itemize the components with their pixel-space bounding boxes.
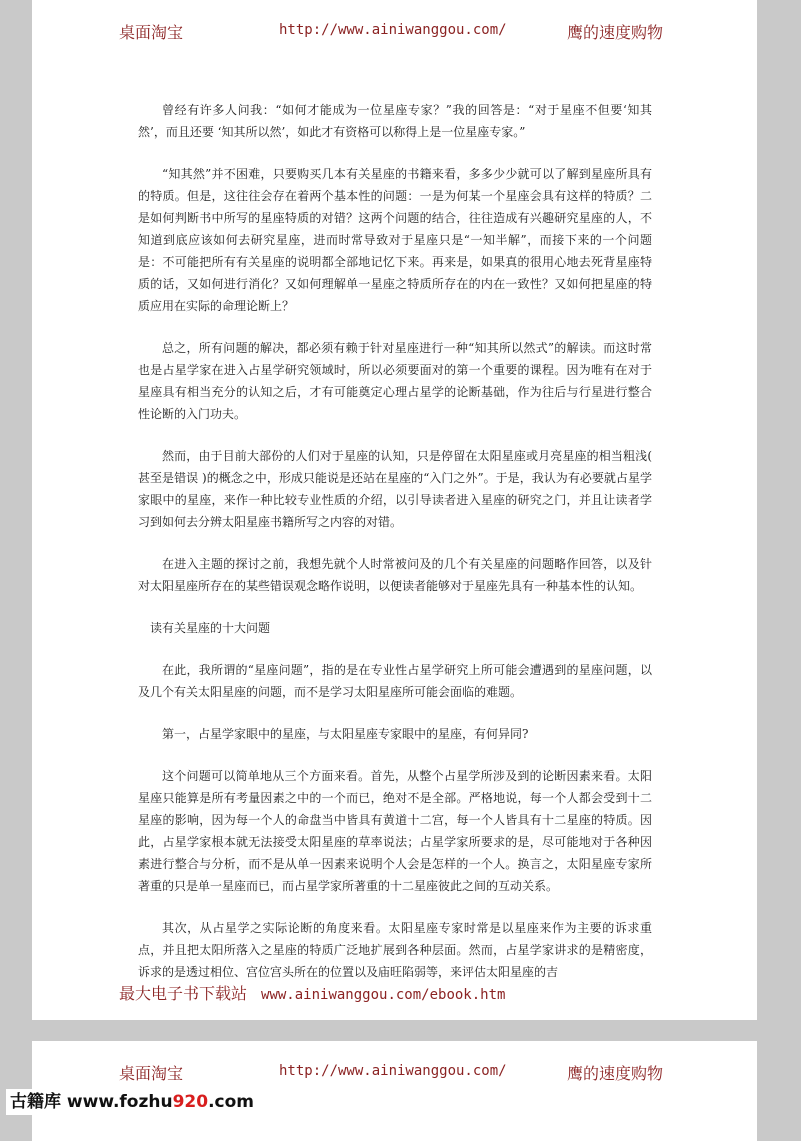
header-site-name: 桌面淘宝 bbox=[119, 1064, 184, 1083]
paragraph: 在此，我所谓的“星座问题”，指的是在专业性占星学研究上所可能会遭遇到的星座问题，以及几个有关太阳星座的问题，而不是学习太阳星座所可能会面临的难题。 bbox=[138, 663, 652, 699]
header-url-link[interactable]: http://www.ainiwanggou.com/ bbox=[279, 22, 507, 38]
paragraph: 然而，由于目前大部份的人们对于星座的认知，只是停留在太阳星座或月亮星座的相当粗浅( 甚至是错误 )的概念之中，形成只能说是还站在星座的“入门之外”。于是，我认为有必要就占星学家眼中的星座，来作一种比较专业性质的介绍，以引导读者进入星座的研究之门，并且让读者学习到如何去分辨太阳星座书籍所写之内容的对错。 bbox=[138, 449, 652, 529]
header-site-name: 桌面淘宝 bbox=[119, 23, 184, 42]
page-footer bbox=[119, 981, 505, 1004]
document-page bbox=[32, 0, 757, 1020]
paragraph: 其次，从占星学之实际论断的角度来看。太阳星座专家时常是以星座来作为主要的诉求重点，并且把太阳所落入之星座的特质广泛地扩展到各种层面。然而，占星学家讲求的是精密度，诉求的是透过相位、宫位宫头所在的位置以及庙旺陷弱等，来评估太阳星座的吉 bbox=[138, 921, 652, 979]
article-body bbox=[138, 99, 652, 1003]
paragraph: “知其然”并不困难，只要购买几本有关星座的书籍来看，多多少少就可以了解到星座所具有的特质。但是，这往往会存在着两个基本性的问题：一是为何某一个星座会具有这样的特质？二是如何判断书中所写的星座特质的对错？这两个问题的结合，往往造成有兴趣研究星座的人，不知道到底应该如何去研究星座，进而时常导致对于星座只是“一知半解”，而接下来的一个问题是：不可能把所有有关星座的说明都全部地记忆下来。再来是，如果真的很用心地去死背星座特质的话，又如何进行消化？又如何理解单一星座之特质所存在的内在一致性？又如何把星座的特质应用在实际的命理论断上？ bbox=[138, 167, 652, 313]
paragraph: 曾经有许多人问我：“如何才能成为一位星座专家？”我的回答是：“对于星座不但要‘知其然’，而且还要 ‘知其所以然’，如此才有资格可以称得上是一位星座专家。” bbox=[138, 103, 652, 139]
watermark-number: 920 bbox=[172, 1092, 209, 1112]
page-header bbox=[32, 20, 757, 44]
header-url-link[interactable]: http://www.ainiwanggou.com/ bbox=[279, 1063, 507, 1079]
paragraph: 第一，占星学家眼中的星座，与太阳星座专家眼中的星座，有何异同? bbox=[162, 727, 529, 741]
paragraph: 在进入主题的探讨之前，我想先就个人时常被问及的几个有关星座的问题略作回答，以及针对太阳星座所存在的某些错误观念略作说明，以便读者能够对于星座先具有一种基本性的认知。 bbox=[138, 557, 652, 593]
paragraph: 总之，所有问题的解决，都必须有赖于针对星座进行一种“知其所以然式”的解读。而这时常也是占星学家在进入占星学研究领域时，所以必须要面对的第一个重要的课程。因为唯有在对于星座具有相当充分的认知之后，才有可能奠定心理占星学的论断基础，作为往后与行星进行整合性论断的入门功夫。 bbox=[138, 341, 652, 421]
site-watermark bbox=[6, 1089, 258, 1115]
watermark-suffix: .com bbox=[208, 1092, 255, 1112]
section-heading: 读有关星座的十大问题 bbox=[150, 621, 271, 635]
footer-url-link[interactable]: www.ainiwanggou.com/ebook.htm bbox=[261, 987, 506, 1003]
header-slogan: 鹰的速度购物 bbox=[567, 23, 664, 42]
footer-label: 最大电子书下载站 bbox=[119, 984, 248, 1003]
paragraph: 这个问题可以简单地从三个方面来看。首先，从整个占星学所涉及到的论断因素来看。太阳星座只能算是所有考量因素之中的一个而已，绝对不是全部。严格地说，每一个人都会受到十二星座的影响，因为每一个人的命盘当中皆具有黄道十二宫，每一个人皆具有十二星座的特质。因此，占星学家根本就无法接受太阳星座的草率说法；占星学家所要求的是，尽可能地对于各种因素进行整合与分析，而不是从单一因素来说明个人会是怎样的一个人。换言之，太阳星座专家所著重的只是单一星座而已，而占星学家所著重的十二星座彼此之间的互动关系。 bbox=[138, 769, 652, 893]
watermark-prefix: 古籍库 www.fozhu bbox=[10, 1092, 173, 1112]
page-header-next bbox=[32, 1061, 757, 1085]
header-slogan: 鹰的速度购物 bbox=[567, 1064, 664, 1083]
